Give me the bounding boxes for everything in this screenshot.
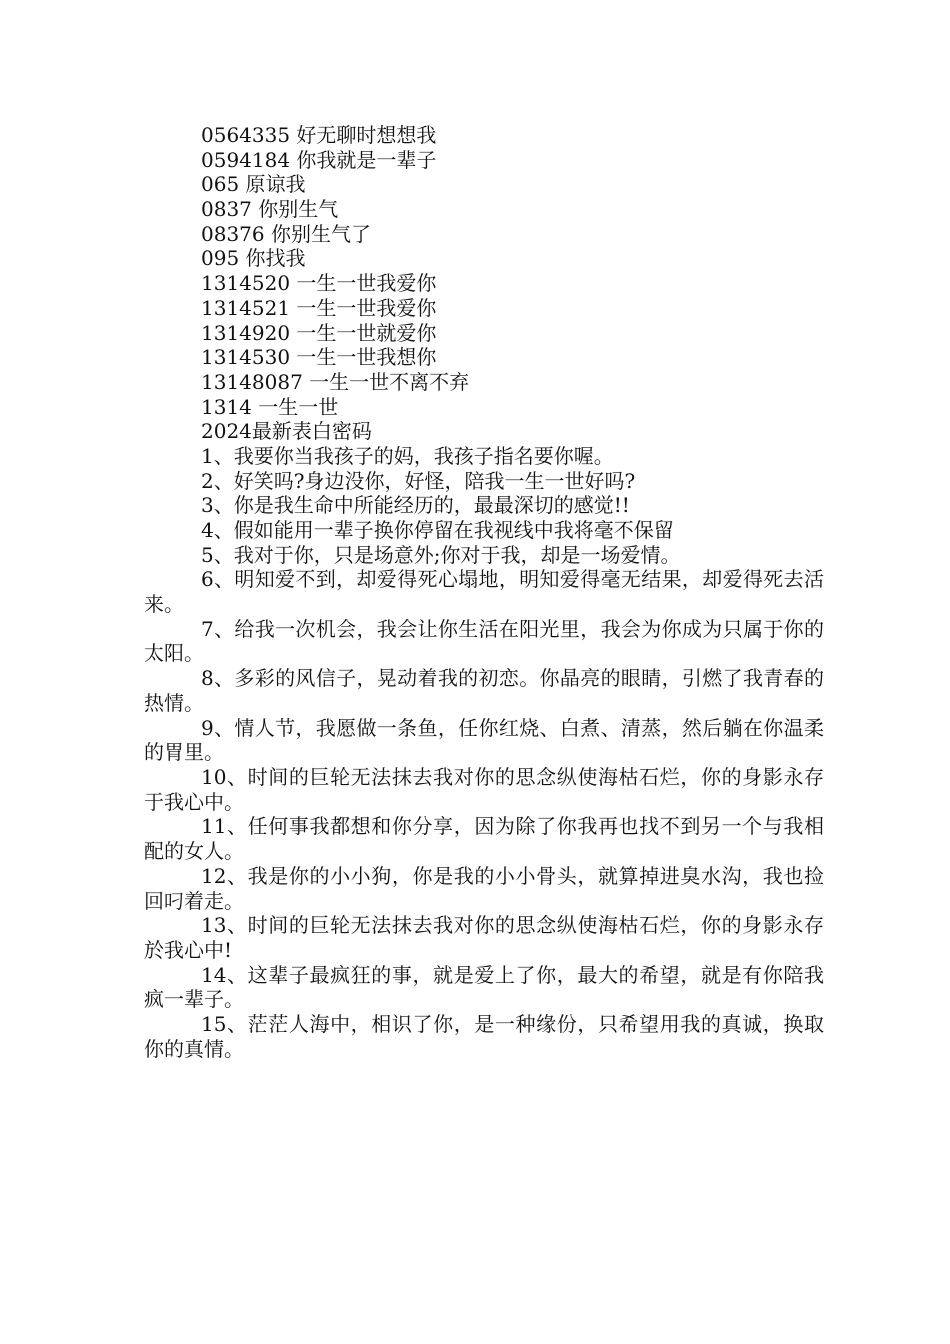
code-line: 1314520 一生一世我爱你: [201, 271, 437, 296]
code-line: 08376 你别生气了: [201, 221, 371, 246]
short-item: 4、假如能用一辈子换你停留在我视线中我将毫不保留: [201, 518, 674, 542]
code-line: 13148087 一生一世不离不弃: [201, 369, 470, 394]
code-line: 065 原谅我: [201, 172, 306, 197]
code-line: 0564335 好无聊时想想我: [201, 123, 437, 147]
code-line: 0594184 你我就是一辈子: [201, 147, 437, 172]
code-line: 1314920 一生一世就爱你: [201, 320, 437, 345]
paragraph-item: 10、时间的巨轮无法抹去我对你的思念纵使海枯石烂，你的身影永存于我心中。: [144, 765, 824, 814]
short-item: 3、你是我生命中所能经历的，最最深切的感觉!!: [201, 493, 630, 518]
document-body: [144, 123, 824, 1061]
code-line: 1314 一生一世: [201, 394, 339, 419]
paragraph-item: 9、情人节，我愿做一条鱼，任你红烧、白煮、清蒸，然后躺在你温柔的胃里。: [144, 715, 824, 765]
code-line: 0837 你别生气: [201, 197, 339, 222]
short-item: 1、我要你当我孩子的妈，我孩子指名要你喔。: [201, 443, 614, 468]
code-line: 1314530 一生一世我想你: [201, 345, 437, 370]
short-item: 2、好笑吗?身边没你，好怪，陪我一生一世好吗?: [201, 468, 636, 493]
short-item: 5、我对于你，只是场意外;你对于我，却是一场爱情。: [201, 542, 681, 567]
paragraph-item: 8、多彩的风信子，晃动着我的初恋。你晶亮的眼睛，引燃了我青春的热情。: [144, 666, 824, 715]
paragraph-item: 7、给我一次机会，我会让你生活在阳光里，我会为你成为只属于你的太阳。: [144, 616, 824, 666]
paragraph-item: 13、时间的巨轮无法抹去我对你的思念纵使海枯石烂，你的身影永存於我心中!: [144, 913, 824, 962]
paragraph-item: 14、这辈子最疯狂的事，就是爱上了你，最大的希望，就是有你陪我疯一辈子。: [144, 962, 824, 1012]
paragraph-item: 6、明知爱不到，却爱得死心塌地，明知爱得毫无结果，却爱得死去活来。: [144, 567, 824, 617]
code-line: 095 你找我: [201, 246, 306, 271]
code-line: 1314521 一生一世我爱你: [201, 295, 437, 320]
paragraph-item: 11、任何事我都想和你分享，因为除了你我再也找不到另一个与我相配的女人。: [144, 814, 824, 864]
section-title: 2024最新表白密码: [201, 419, 372, 444]
paragraph-item: 12、我是你的小小狗，你是我的小小骨头，就算掉进臭水沟，我也捡回叼着走。: [144, 863, 824, 913]
paragraph-item: 15、茫茫人海中，相识了你，是一种缘份，只希望用我的真诚，换取你的真情。: [144, 1012, 824, 1061]
